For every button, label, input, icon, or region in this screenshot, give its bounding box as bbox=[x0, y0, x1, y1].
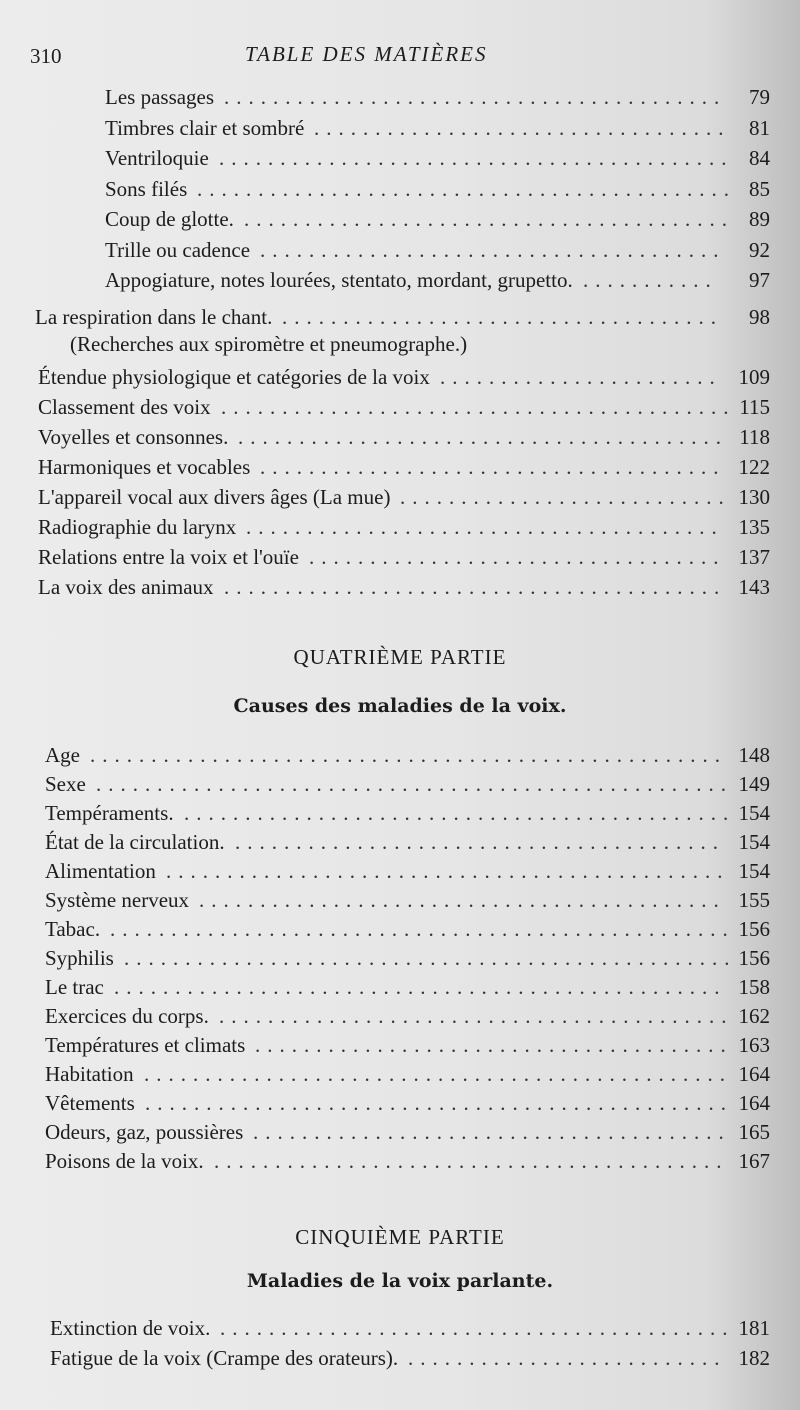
toc-entry-title: Harmoniques et vocables bbox=[38, 455, 251, 479]
toc-entry-page-number: 98 bbox=[749, 305, 770, 329]
toc-entry-page-number: 164 bbox=[738, 1062, 770, 1086]
toc-entry-title: Classement des voix bbox=[38, 395, 211, 419]
toc-entry-title: Relations entre la voix et l'ouïe bbox=[38, 545, 299, 569]
toc-entry-page-number: 109 bbox=[738, 365, 770, 389]
toc-entry bbox=[0, 482, 800, 512]
dot-leader: ....................... bbox=[440, 365, 722, 389]
dot-leader: ....................................... bbox=[246, 515, 724, 539]
dot-leader: ........................................... bbox=[199, 888, 726, 912]
dot-leader: .................................................... bbox=[90, 743, 727, 767]
toc-entry-title: Voyelles et consonnes. bbox=[38, 425, 229, 449]
toc-entry-title: Le trac bbox=[45, 975, 104, 999]
toc-entry-title: Tabac. bbox=[45, 917, 101, 941]
dot-leader: ........................................ bbox=[235, 830, 725, 854]
part-four-subtitle: Causes des maladies de la voix. bbox=[233, 695, 567, 717]
toc-entry-title: L'appareil vocal aux divers âges (La mue) bbox=[38, 485, 391, 509]
toc-entry-page-number: 92 bbox=[749, 237, 770, 262]
toc-entry bbox=[0, 798, 800, 828]
toc-entry-title: État de la circulation. bbox=[45, 830, 225, 854]
toc-entry bbox=[0, 1088, 800, 1118]
toc-entry-title: Habitation bbox=[45, 1062, 134, 1086]
toc-entry bbox=[0, 174, 800, 204]
toc-entry-title: Timbres clair et sombré bbox=[105, 115, 305, 140]
dot-leader: .................................................. bbox=[124, 946, 737, 970]
dot-leader: ....................................... bbox=[253, 1120, 731, 1144]
toc-entry-title: Vêtements bbox=[45, 1091, 135, 1115]
toc-entry-page-number: 148 bbox=[738, 743, 770, 767]
dot-leader: .................................. bbox=[314, 115, 731, 140]
toc-entry-page-number: 181 bbox=[738, 1316, 770, 1340]
toc-entry-page-number: 135 bbox=[738, 515, 770, 539]
toc-entry-page-number: 115 bbox=[739, 395, 770, 419]
toc-entry bbox=[0, 1001, 800, 1031]
toc-entry bbox=[0, 265, 800, 295]
toc-entry-page-number: 154 bbox=[738, 830, 770, 854]
dot-leader: ........................... bbox=[400, 485, 731, 509]
toc-entry-page-number: 167 bbox=[738, 1149, 770, 1173]
dot-leader: .......................................... bbox=[219, 146, 734, 170]
dot-leader: ...................................... bbox=[260, 237, 726, 262]
toc-entry-page-number: 81 bbox=[749, 115, 770, 140]
toc-entry-page-number: 149 bbox=[738, 772, 770, 796]
toc-entry-page-number: 137 bbox=[738, 545, 770, 569]
dot-leader: ............................................ bbox=[197, 176, 736, 201]
toc-entry-title: Températures et climats bbox=[45, 1033, 246, 1057]
toc-entry-title: Appogiature, notes lourées, stentato, mordant, grupetto. bbox=[105, 268, 573, 292]
toc-entry bbox=[0, 82, 800, 112]
toc-entry bbox=[0, 1059, 800, 1089]
part-four-heading: QUATRIÈME PARTIE bbox=[293, 645, 507, 669]
toc-entry bbox=[0, 740, 800, 770]
toc-entry-page-number: 182 bbox=[738, 1346, 770, 1370]
toc-entry bbox=[0, 113, 800, 143]
dot-leader: ......................................... bbox=[224, 575, 727, 599]
toc-entry-page-number: 143 bbox=[738, 575, 770, 599]
toc-entry-title: Age bbox=[45, 743, 80, 767]
toc-entry bbox=[0, 914, 800, 944]
dot-leader: .................................................. bbox=[114, 975, 727, 999]
toc-entry-title: Les passages bbox=[105, 85, 215, 109]
toc-entry-page-number: 164 bbox=[738, 1091, 770, 1115]
toc-entry-title: Sons filés bbox=[105, 176, 188, 201]
dot-leader: ......................................... bbox=[224, 85, 727, 109]
toc-entry-title: Trille ou cadence bbox=[105, 237, 251, 262]
toc-entry-title: Odeurs, gaz, poussières bbox=[45, 1120, 244, 1144]
toc-entry-page-number: 155 bbox=[738, 888, 770, 912]
dot-leader: ........... bbox=[583, 268, 718, 292]
toc-entry bbox=[0, 512, 800, 542]
toc-entry-title: Radiographie du larynx bbox=[38, 515, 237, 539]
toc-entry-page-number: 156 bbox=[738, 946, 770, 970]
toc-entry bbox=[0, 452, 800, 482]
toc-entry-page-number: 165 bbox=[738, 1120, 770, 1144]
dot-leader: ................................................ bbox=[144, 1062, 732, 1086]
toc-entry-title: Système nerveux bbox=[45, 888, 190, 912]
toc-entry-page-number: 156 bbox=[738, 917, 770, 941]
dot-leader: ................................................... bbox=[110, 917, 735, 941]
toc-entry-title: La respiration dans le chant. bbox=[35, 305, 273, 329]
toc-entry bbox=[0, 204, 800, 234]
dot-leader: ...................................... bbox=[260, 455, 726, 479]
toc-entry-title: Extinction de voix. bbox=[50, 1316, 211, 1340]
dot-leader: .............................................. bbox=[166, 859, 730, 883]
toc-entry bbox=[0, 943, 800, 973]
toc-entry-page-number: 158 bbox=[738, 975, 770, 999]
toc-entry-title: Ventriloquie bbox=[105, 146, 209, 170]
toc-entry bbox=[0, 1030, 800, 1060]
toc-entry-title: Sexe bbox=[45, 772, 86, 796]
part-five-subtitle: Maladies de la voix parlante. bbox=[246, 1270, 554, 1292]
toc-entry-page-number: 97 bbox=[749, 268, 770, 292]
toc-entry-title: Tempéraments. bbox=[45, 801, 174, 825]
toc-entry-page-number: 89 bbox=[749, 207, 770, 231]
toc-entry bbox=[0, 885, 800, 915]
toc-entry-page-number: 84 bbox=[749, 146, 770, 170]
toc-entry bbox=[0, 362, 800, 392]
toc-entry bbox=[0, 972, 800, 1002]
toc-entry bbox=[0, 769, 800, 799]
toc-entry-page-number: 79 bbox=[749, 85, 770, 109]
toc-entry bbox=[0, 1343, 800, 1373]
dot-leader: .......................................... bbox=[221, 395, 736, 419]
dot-leader: .......................................... bbox=[219, 1004, 734, 1028]
dot-leader: ........................................ bbox=[244, 207, 734, 231]
toc-entry bbox=[0, 422, 800, 452]
dot-leader: .......................... bbox=[408, 1346, 727, 1370]
dot-leader: .................................. bbox=[309, 545, 726, 569]
toc-entry-title: Alimentation bbox=[45, 859, 156, 883]
toc-entry-page-number: 122 bbox=[738, 455, 770, 479]
running-title: TABLE DES MATIÈRES bbox=[245, 42, 488, 66]
toc-entry-page-number: 154 bbox=[738, 859, 770, 883]
toc-entry bbox=[0, 302, 800, 332]
toc-entry bbox=[0, 542, 800, 572]
toc-entry bbox=[0, 143, 800, 173]
toc-entry-title: Étendue physiologique et catégories de la voix bbox=[38, 365, 430, 389]
toc-entry bbox=[0, 572, 800, 602]
toc-entry bbox=[0, 1313, 800, 1343]
toc-entry bbox=[0, 235, 800, 265]
dot-leader: ............................................. bbox=[184, 801, 736, 825]
part-five-heading: CINQUIÈME PARTIE bbox=[295, 1225, 505, 1249]
toc-entry-title: Fatigue de la voix (Crampe des orateurs). bbox=[50, 1346, 399, 1370]
toc-entry-title: Exercices du corps. bbox=[45, 1004, 209, 1028]
toc-entry-page-number: 163 bbox=[738, 1033, 770, 1057]
toc-entry bbox=[0, 392, 800, 422]
toc-entry bbox=[0, 827, 800, 857]
page-header bbox=[0, 40, 800, 70]
toc-entry-title: La voix des animaux bbox=[38, 575, 214, 599]
toc-entry bbox=[0, 1117, 800, 1147]
toc-entry-page-number: 162 bbox=[738, 1004, 770, 1028]
respiration-note: (Recherches aux spiromètre et pneumographe.) bbox=[70, 332, 468, 356]
dot-leader: .......................................... bbox=[220, 1316, 735, 1340]
toc-entry bbox=[0, 856, 800, 886]
toc-entry-title: Syphilis bbox=[45, 946, 114, 970]
dot-leader: ................................................ bbox=[145, 1091, 733, 1115]
toc-entry bbox=[0, 1146, 800, 1176]
dot-leader: .................................................... bbox=[96, 772, 733, 796]
toc-entry-page-number: 85 bbox=[749, 176, 770, 201]
toc-entry-title: Poisons de la voix. bbox=[45, 1149, 204, 1173]
toc-entry-title: Coup de glotte. bbox=[105, 207, 234, 231]
toc-entry-page-number: 130 bbox=[738, 485, 770, 509]
dot-leader: .......................................... bbox=[214, 1149, 729, 1173]
dot-leader: ....................................... bbox=[255, 1033, 733, 1057]
dot-leader: ........................................ bbox=[238, 425, 728, 449]
toc-entry-page-number: 118 bbox=[739, 425, 770, 449]
toc-entry-page-number: 154 bbox=[738, 801, 770, 825]
dot-leader: .................................... bbox=[282, 305, 723, 329]
page-number: 310 bbox=[30, 44, 62, 68]
